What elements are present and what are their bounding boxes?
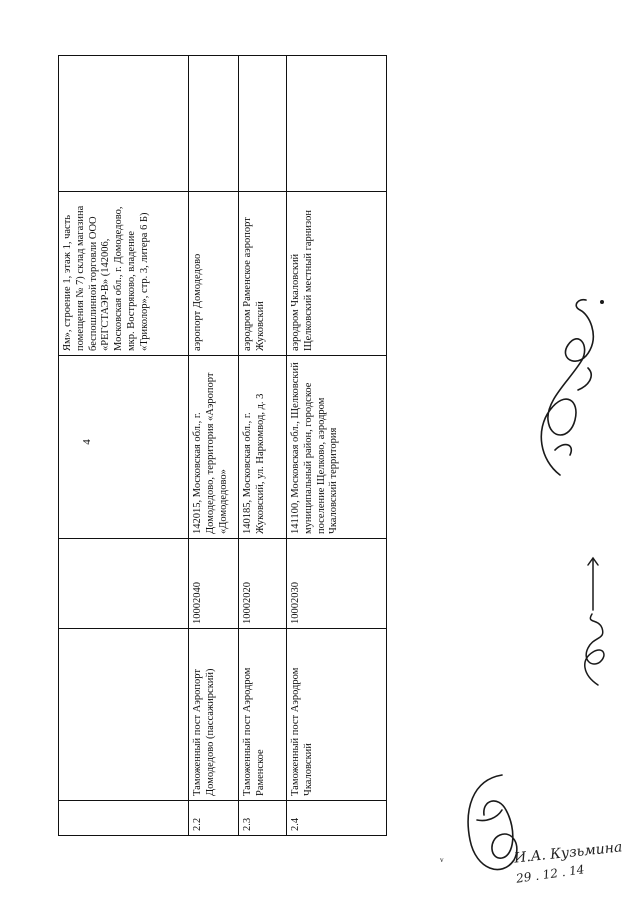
cell-address: 141100, Московская обл., Щелковский муниципальный район, городское поселение Щелково, аэродром Чкаловский территория xyxy=(287,356,387,539)
signature-name: И.А. Кузьмина xyxy=(513,839,624,867)
cell-code xyxy=(59,539,189,629)
cell-number xyxy=(59,801,189,836)
cell-note xyxy=(239,56,287,192)
signature-date: 29 . 12 . 14 xyxy=(515,862,586,886)
checkmark-icon: ᵥ xyxy=(440,850,444,864)
cell-location: аэропорт Домодедово xyxy=(189,192,239,356)
cell-post-name: Таможенный пост Аэродром Раменское xyxy=(239,629,287,801)
cell-code: 10002030 xyxy=(287,539,387,629)
signature-stamp-scribble xyxy=(462,770,522,885)
cell-post-name: Таможенный пост Аэропорт Домодедово (пассажирский) xyxy=(189,629,239,801)
customs-posts-table xyxy=(58,55,387,836)
cell-location: аэродром Чкаловский Щелковский местный гарнизон xyxy=(287,192,387,356)
cell-note xyxy=(59,56,189,192)
table-row xyxy=(287,56,387,836)
cell-note xyxy=(189,56,239,192)
cell-location: аэродром Раменское аэропорт Жуковский xyxy=(239,192,287,356)
cell-address: 142015, Московская обл., г. Домодедово, территория «Аэропорт «Домодедово» xyxy=(189,356,239,539)
table-row xyxy=(59,56,189,836)
cell-address: 140185, Московская обл., г. Жуковский, ул. Наркомвод, д. 3 xyxy=(239,356,287,539)
signature-large xyxy=(520,290,610,485)
cell-note xyxy=(287,56,387,192)
cell-code: 10002020 xyxy=(239,539,287,629)
cell-address xyxy=(59,356,189,539)
cell-number: 2.2 xyxy=(189,801,239,836)
signature-small xyxy=(568,580,618,695)
document-table-wrapper xyxy=(58,56,386,836)
cell-post-name: Таможенный пост Аэродром Чкаловский xyxy=(287,629,387,801)
cell-post-name xyxy=(59,629,189,801)
cell-location: Ям», строение 1, этаж 1, часть помещения № 7) склад магазина беспошлинной торговли ООО «РЕГСТАЭР-В» (142006, Московская обл., г. Домодедово, мкр. Востряково, владение «Триколор», стр. 3, литера 6 Б) xyxy=(59,192,189,356)
cell-number: 2.4 xyxy=(287,801,387,836)
table-row xyxy=(239,56,287,836)
cell-number: 2.3 xyxy=(239,801,287,836)
page-number: 4 xyxy=(80,439,93,445)
cell-code: 10002040 xyxy=(189,539,239,629)
table-row xyxy=(189,56,239,836)
